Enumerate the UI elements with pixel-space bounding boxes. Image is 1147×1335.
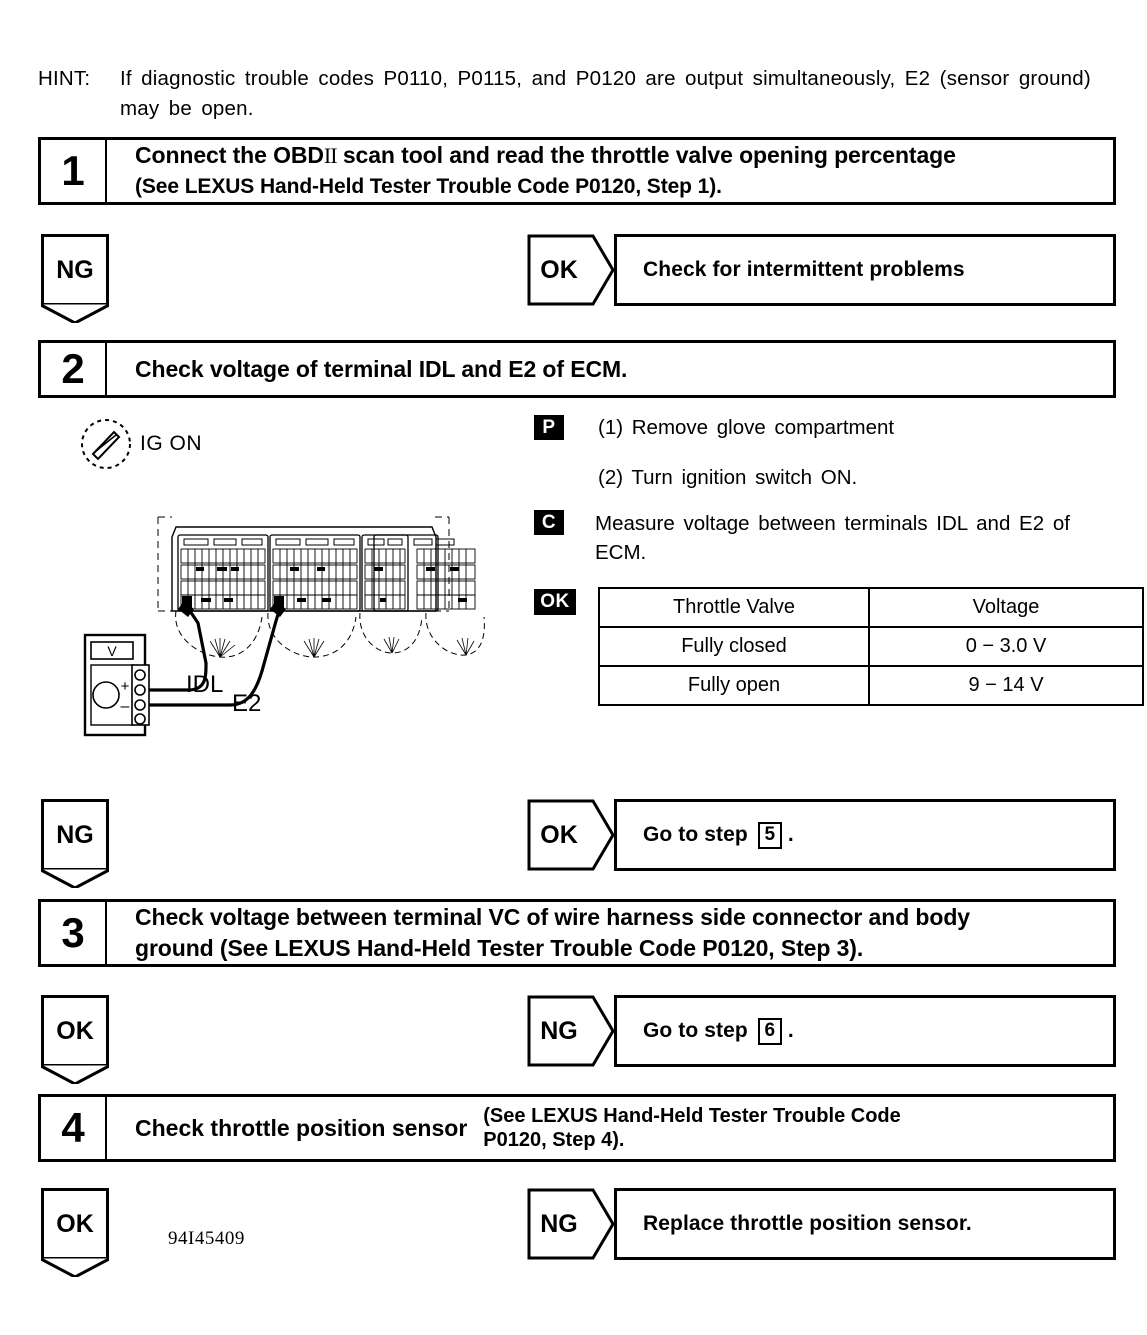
branch-2-ng-label: NG: [56, 820, 94, 849]
branch-2-result-box: [614, 799, 1116, 871]
step-4-number: 4: [41, 1097, 107, 1159]
branch-3-goto-suffix: .: [787, 1019, 794, 1042]
branch-1-ng-arrow-tip: [41, 303, 109, 323]
check-text-line-1: Measure voltage between terminals IDL and E2 of: [595, 512, 1070, 535]
branch-3-result-box: [614, 995, 1116, 1067]
ecm-measurement-diagram: [80, 505, 500, 745]
branch-2-ng-arrow-tip: [41, 868, 109, 888]
obd-roman-numeral: II: [323, 143, 337, 168]
step-3-line-2: [135, 933, 1103, 964]
step-2-number: 2: [41, 343, 107, 395]
meter-display-value: V: [107, 643, 117, 659]
meter-minus-label: –: [120, 698, 130, 715]
branch-4-ok-arrow-tip: [41, 1257, 109, 1277]
step-1-line-2: (See LEXUS Hand-Held Tester Trouble Code P0120, Step 1).: [135, 175, 722, 198]
step-3-line-2-text: ground (See LEXUS Hand-Held Tester Trouble Code P0120, Step 3).: [135, 935, 864, 961]
step-1-text-b: scan tool and read the throttle valve opening percentage: [342, 142, 956, 168]
meter-dial: [93, 682, 119, 708]
branch-3-ok-label: OK: [56, 1016, 94, 1045]
table-row: [599, 627, 1143, 666]
cell-voltage-fully-open: 9 − 14 V: [869, 666, 1143, 705]
voltage-spec-table: [598, 587, 1144, 706]
cell-voltage-fully-closed: 0 − 3.0 V: [869, 627, 1143, 666]
step-3-box: [38, 899, 1116, 967]
branch-3-ok-badge: [41, 995, 109, 1067]
step-2-line-1: Check voltage of terminal IDL and E2 of ECM.: [135, 355, 628, 382]
branch-4-ng-badge: [527, 1188, 615, 1260]
step-4-ref-line-1: (See LEXUS Hand-Held Tester Trouble Code: [483, 1105, 901, 1127]
step-1-box: [38, 137, 1116, 205]
branch-2-goto-suffix: .: [787, 823, 794, 846]
branch-3-target-step: 6: [758, 1018, 782, 1045]
branch-4-ok-label: OK: [56, 1209, 94, 1238]
branch-3-ng-label: NG: [540, 1016, 578, 1045]
branch-4-ng-label: NG: [540, 1209, 578, 1238]
hint-text: If diagnostic trouble codes P0110, P0115, and P0120 are output simultaneously, E2 (sensor ground) may be open.: [120, 67, 1091, 120]
step-4-ref-line-2: P0120, Step 4).: [483, 1129, 625, 1151]
prepare-step-2: (2) Turn ignition switch ON.: [598, 466, 858, 489]
ok-result-marker: OK: [534, 589, 576, 615]
prepare-step-1: (1) Remove glove compartment: [598, 416, 895, 439]
step-3-body: [107, 902, 1113, 964]
cell-throttle-fully-closed: Fully closed: [599, 627, 869, 666]
branch-4-result-text: Replace throttle position sensor.: [643, 1212, 972, 1235]
ig-on-condition: [80, 418, 202, 470]
probe-label-e2: E2: [232, 690, 262, 717]
check-marker: C: [534, 510, 564, 535]
branch-2-result-text: [617, 822, 794, 849]
table-header-row: [599, 588, 1143, 627]
step-1-number: 1: [41, 140, 107, 202]
step-4-body: [107, 1097, 1113, 1159]
wire-harness-bundles: [176, 611, 485, 657]
step-4-box: [38, 1094, 1116, 1162]
meter-plus-label: +: [120, 678, 130, 695]
branch-2-ok-label: OK: [540, 820, 578, 849]
hint-block: [38, 64, 1118, 124]
branch-1-ok-badge: [527, 234, 615, 306]
branch-3-ok-arrow-tip: [41, 1064, 109, 1084]
step-4-reference: [483, 1104, 900, 1152]
ecm-connector-figure: [80, 505, 500, 745]
branch-4-ok-badge: [41, 1188, 109, 1260]
branch-3-ng-badge: [527, 995, 615, 1067]
ig-on-label: IG ON: [140, 432, 203, 455]
step-3-number: 3: [41, 902, 107, 964]
step-3-line-1: Check voltage between terminal VC of wire harness side connector and body: [135, 904, 970, 930]
step-1-text-a: Connect the OBD: [135, 142, 324, 168]
ignition-key-icon: [80, 418, 132, 470]
probe-label-idl: IDL: [186, 671, 224, 698]
branch-1-result-box: [614, 234, 1116, 306]
branch-3-result-text: [617, 1018, 794, 1045]
branch-2-ng-badge: [41, 799, 109, 871]
meter-jack-negative: [135, 700, 145, 710]
meter-jack-positive: [135, 685, 145, 695]
check-text-line-2: ECM.: [595, 541, 647, 564]
branch-1-ng-label: NG: [56, 255, 94, 284]
branch-1-result-text: Check for intermittent problems: [643, 258, 965, 281]
branch-2-target-step: 5: [758, 822, 782, 849]
step-4-main-text: Check throttle position sensor: [135, 1114, 468, 1141]
cell-throttle-fully-open: Fully open: [599, 666, 869, 705]
branch-1-ng-badge: [41, 234, 109, 306]
table-row: [599, 666, 1143, 705]
multimeter: [85, 635, 149, 735]
step-2-body: [107, 343, 1113, 395]
branch-3-goto-prefix: Go to step: [643, 1019, 748, 1042]
step-2-box: [38, 340, 1116, 398]
table-header-voltage: Voltage: [869, 588, 1143, 627]
branch-1-ok-label: OK: [540, 255, 578, 284]
step-1-body: [107, 140, 1113, 202]
hint-label: HINT:: [38, 67, 91, 90]
step-1-line-1: [135, 140, 1103, 171]
branch-2-ok-badge: [527, 799, 615, 871]
branch-4-result-box: [614, 1188, 1116, 1260]
figure-number: 94I45409: [168, 1228, 245, 1249]
branch-2-goto-prefix: Go to step: [643, 823, 748, 846]
table-header-throttle-valve: Throttle Valve: [599, 588, 869, 627]
prepare-marker: P: [534, 415, 564, 440]
